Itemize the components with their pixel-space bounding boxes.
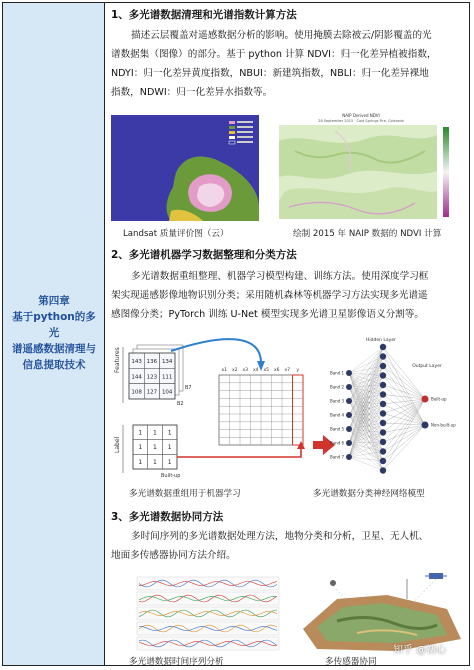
chapter-line-3: 谱遥感数据清理与 <box>12 343 96 355</box>
grid-value: 123 <box>146 374 158 381</box>
chapter-title <box>7 293 101 373</box>
fig-nn-caption: 多光谱数据分类神经网络模型 <box>313 489 425 499</box>
input-node <box>346 370 352 376</box>
input-node <box>346 412 352 418</box>
ts-panel <box>137 622 279 635</box>
hidden-node <box>380 353 386 359</box>
connection <box>383 357 425 400</box>
grid-value: 108 <box>131 389 142 396</box>
hidden-node <box>380 458 386 464</box>
connection <box>349 373 383 452</box>
band-label: Band 1 <box>329 370 345 376</box>
connection <box>383 385 425 425</box>
table-header: x3 <box>242 368 249 373</box>
connection <box>349 357 383 402</box>
para-line: 描述云层覆盖对遥感数据分析的影响。使用掩膜去除被云/阴影覆盖的光 <box>131 30 432 41</box>
hidden-node <box>380 448 386 454</box>
band-label: Band 2 <box>329 384 345 390</box>
feature-grid <box>129 353 175 399</box>
section-1-title: 1、多光谱数据清理和光谱指数计算方法 <box>111 9 297 21</box>
table-frame <box>2 2 470 666</box>
connection <box>383 425 425 452</box>
fig-landsat-caption: Landsat 质量评价图（云） <box>123 229 229 239</box>
neural-network-diagram <box>313 333 465 481</box>
chapter-column <box>3 3 105 665</box>
connection <box>349 373 383 395</box>
connection <box>349 443 383 471</box>
label-value: 1 <box>167 429 172 437</box>
section-3-paragraph <box>111 527 463 565</box>
grid-value: 111 <box>161 374 173 381</box>
grid-value: 136 <box>146 359 158 365</box>
table-header: x1 <box>221 368 228 373</box>
connection <box>383 376 425 426</box>
connection <box>349 401 383 452</box>
hidden-node <box>380 401 386 407</box>
fig-timeseries-caption: 多光谱数据时间序列分析 <box>129 657 224 667</box>
section-2-title: 2、多光谱机器学习数据整理和分类方法 <box>111 249 297 261</box>
table-header: y <box>296 368 300 373</box>
connection <box>383 347 425 399</box>
para-line: 多光谱数据重组整理、机器学习模型构建、训练方法。使用深度学习框 <box>131 271 429 282</box>
fig-multisensor-caption: 多传感器协同 <box>325 657 377 667</box>
connection <box>383 404 425 425</box>
connection <box>383 399 425 404</box>
label-grid <box>133 425 177 469</box>
connection <box>383 395 425 400</box>
connection <box>383 399 425 461</box>
hidden-node <box>380 420 386 426</box>
band-label: Band 4 <box>329 412 345 418</box>
grid-value: 134 <box>161 359 173 365</box>
landsat-cloud-mask-image <box>111 115 259 221</box>
para-line: NDYI：归一化差异黄度指数，NBUI：新建筑指数，NBLI：归一化差异裸地 <box>111 68 429 79</box>
label-value: 1 <box>138 444 143 452</box>
hidden-node <box>380 410 386 416</box>
chapter-line-4: 信息提取技术 <box>22 359 86 371</box>
para-line: 多时间序列的多光谱数据处理方法，地物分类和分析，卫星、无人机、 <box>131 531 429 542</box>
label-value: 1 <box>153 444 157 452</box>
para-line: 指数，NDWI：归一化差异水指数等。 <box>111 87 273 98</box>
grid-value: 127 <box>146 389 158 396</box>
section-2-paragraph <box>111 267 463 324</box>
label-value: 1 <box>153 458 157 466</box>
connection <box>349 373 383 461</box>
band-b2-label: B2 <box>177 401 184 407</box>
input-node <box>346 384 352 390</box>
para-line: 感图像分类；PyTorch 训练 U-Net 模型实现多光谱卫星影像语义分割等。 <box>111 309 424 320</box>
section-3-title: 3、多光谱数据协同方法 <box>111 511 224 523</box>
output-node <box>422 396 429 403</box>
ndvi-map-image <box>275 111 463 223</box>
chapter-line-1: 第四章 <box>38 295 70 307</box>
hidden-layer-label: Hidden Layer <box>366 338 396 343</box>
features-axis-label: Features <box>114 347 121 373</box>
hidden-node <box>380 391 386 397</box>
hidden-node <box>380 439 386 445</box>
label-value: 1 <box>167 444 172 452</box>
connection <box>349 357 383 374</box>
grid-value: 104 <box>161 389 173 396</box>
connection <box>383 366 425 399</box>
connection <box>383 399 425 423</box>
band-b7-label: B7 <box>185 385 192 391</box>
content-column <box>107 3 469 665</box>
table-header: x4 <box>252 368 259 373</box>
hidden-node <box>380 382 386 388</box>
label-value: 1 <box>153 429 157 437</box>
connection <box>349 415 383 471</box>
connection <box>349 385 383 429</box>
section-1-paragraph <box>111 26 463 102</box>
ndvi-title: NAIP Derived NDVI <box>342 113 380 118</box>
band-label: Band 6 <box>329 440 345 446</box>
table-header: x7 <box>284 368 291 373</box>
hidden-node <box>380 363 386 369</box>
connection <box>349 376 383 402</box>
table-header: x2 <box>231 368 238 373</box>
label-value: 1 <box>167 458 172 466</box>
ts-panel <box>137 607 279 620</box>
input-node <box>346 398 352 404</box>
output-node <box>422 422 429 429</box>
builtup-label: Built-up <box>161 473 181 479</box>
connection <box>383 347 425 425</box>
ml-reorganization-diagram <box>111 333 309 481</box>
table-header: x5 <box>263 368 270 373</box>
hidden-node <box>380 372 386 378</box>
connection <box>383 399 425 452</box>
connection <box>383 385 425 399</box>
output-label: Built-up <box>431 396 447 402</box>
input-node <box>346 440 352 446</box>
input-node <box>346 426 352 432</box>
output-layer-label: Output Layer <box>412 364 442 369</box>
label-axis-label: Label <box>114 436 121 453</box>
connection <box>349 347 383 457</box>
connection <box>349 429 383 433</box>
connection <box>349 414 383 430</box>
connection <box>349 357 383 430</box>
band-label: Band 7 <box>329 454 345 460</box>
table-header: x6 <box>273 368 280 373</box>
label-value: 1 <box>138 458 143 466</box>
para-line: 架实现遥感影像地物识别分类；采用随机森林等机器学习方法实现多光谱遥 <box>111 290 428 301</box>
ts-panel <box>137 577 279 590</box>
fig-ndvi-caption: 绘制 2015 年 NAIP 数据的 NDVI 计算 <box>293 229 442 239</box>
band-label: Band 5 <box>329 426 345 432</box>
grid-value: 144 <box>131 374 142 381</box>
connection <box>349 414 383 444</box>
fig-ml-caption: 多光谱数据重组用于机器学习 <box>129 489 241 499</box>
grid-value: 143 <box>131 359 142 365</box>
connection <box>383 399 425 414</box>
hidden-node <box>380 344 386 350</box>
label-value: 1 <box>138 429 143 437</box>
connection <box>383 425 425 461</box>
connection <box>383 425 425 433</box>
ndvi-subtitle: 28 September 2015 · Cold Springs Fire, Colorado <box>318 119 404 123</box>
connection <box>349 433 383 444</box>
hidden-node <box>380 467 386 473</box>
connection <box>383 425 425 471</box>
hidden-node <box>380 429 386 435</box>
para-line: 谱数据集（图像）的部分。基于 python 计算 NDVI：归一化差异植被指数， <box>111 49 437 60</box>
time-series-image <box>133 573 283 653</box>
watermark: 知乎 @初心 <box>393 645 447 656</box>
input-node <box>346 454 352 460</box>
chapter-line-2: 基于python的多光 <box>12 311 96 339</box>
connection <box>349 414 383 416</box>
para-line: 地面多传感器协同方法介绍。 <box>111 550 236 561</box>
band-label: Band 3 <box>329 398 345 404</box>
output-label: Non-built-up <box>431 422 456 428</box>
